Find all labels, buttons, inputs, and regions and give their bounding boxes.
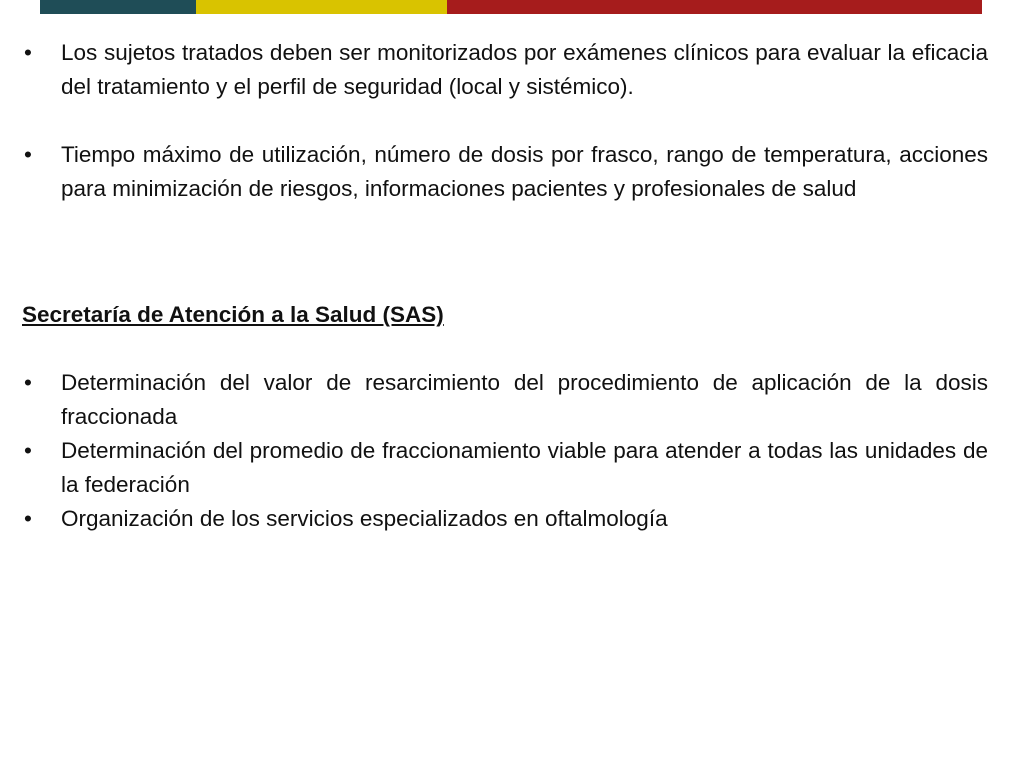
top-color-bar xyxy=(40,0,982,14)
list-item: • Determinación del promedio de fraccionamiento viable para atender a todas las unidades de la federación xyxy=(22,434,988,502)
list-item: • Los sujetos tratados deben ser monitorizados por exámenes clínicos para evaluar la eficacia del tratamiento y el perfil de seguridad (local y sistémico). xyxy=(22,36,988,104)
color-bar-segment-red xyxy=(447,0,982,14)
section-spacer xyxy=(22,206,988,298)
color-bar-segment-yellow xyxy=(196,0,447,14)
bullet-list-1 xyxy=(22,36,988,206)
list-spacer xyxy=(22,104,988,138)
list-item: • Determinación del valor de resarcimiento del procedimiento de aplicación de la dosis fraccionada xyxy=(22,366,988,434)
list-item: • Tiempo máximo de utilización, número de dosis por frasco, rango de temperatura, acciones para minimización de riesgos, informaciones pacientes y profesionales de salud xyxy=(22,138,988,206)
section-heading: Secretaría de Atención a la Salud (SAS) xyxy=(22,302,444,327)
section-spacer xyxy=(22,332,988,366)
bullet-list-2 xyxy=(22,366,988,536)
color-bar-segment-teal xyxy=(40,0,196,14)
list-item: • Organización de los servicios especializados en oftalmología xyxy=(22,502,988,536)
slide-content xyxy=(22,36,988,536)
